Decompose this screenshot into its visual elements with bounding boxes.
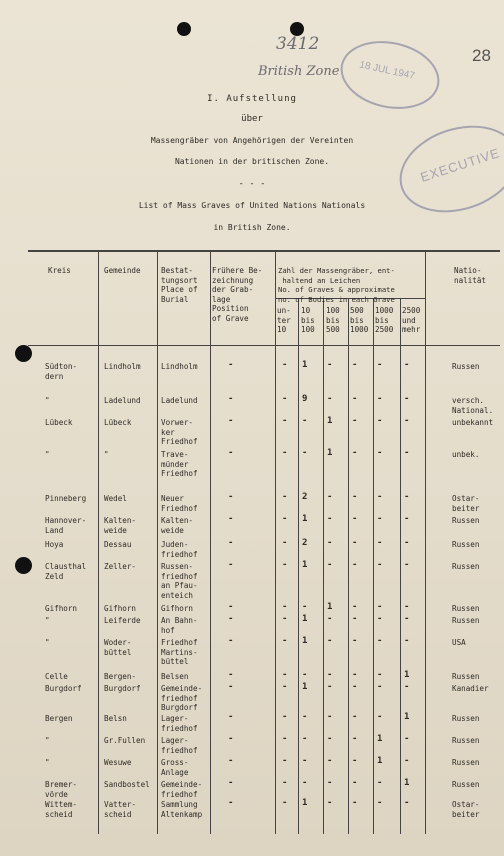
- punch-hole: [15, 345, 32, 362]
- header-col-500-1000: 500 bis 1000: [350, 306, 369, 335]
- row-kreis: Gifhorn: [45, 604, 78, 613]
- row-count: -: [327, 682, 333, 692]
- row-nationalitat: Russen: [452, 540, 480, 549]
- row-gemeinde: Woder- büttel: [104, 638, 132, 657]
- row-bestattungsort: Gifhorn: [161, 604, 194, 613]
- executive-stamp-text: EXECUTIVE: [418, 145, 502, 185]
- row-count: -: [282, 416, 288, 426]
- row-gemeinde: Wedel: [104, 494, 127, 503]
- row-bestattungsort: Ladelund: [161, 396, 198, 405]
- row-count: 1: [327, 448, 333, 458]
- row-nationalitat: Russen: [452, 604, 480, 613]
- title-line-5: List of Mass Graves of United Nations Nationals: [138, 201, 366, 210]
- row-count: -: [302, 602, 308, 612]
- row-kreis: Pinneberg: [45, 494, 87, 503]
- row-kreis: ": [45, 638, 50, 647]
- row-count: -: [352, 682, 358, 692]
- row-count: -: [352, 394, 358, 404]
- row-nationalitat: Russen: [452, 736, 480, 745]
- row-count: -: [352, 538, 358, 548]
- title-separator: - - -: [238, 179, 266, 189]
- header-col-100-500: 100 bis 500: [326, 306, 340, 335]
- row-count: -: [327, 614, 333, 624]
- row-kreis: Bremer- vörde: [45, 780, 78, 799]
- row-count: -: [352, 734, 358, 744]
- punch-hole: [177, 22, 191, 36]
- row-count: -: [327, 798, 333, 808]
- row-kreis: ": [45, 758, 50, 767]
- row-count: -: [377, 602, 383, 612]
- row-count: -: [404, 394, 410, 404]
- row-count: -: [352, 492, 358, 502]
- header-col-2500-plus: 2500 und mehr: [402, 306, 421, 335]
- row-position: -: [228, 734, 234, 744]
- row-count: 1: [377, 734, 383, 744]
- row-count: -: [327, 756, 333, 766]
- row-position: -: [228, 560, 234, 570]
- row-count: -: [327, 492, 333, 502]
- row-gemeinde: Belsn: [104, 714, 127, 723]
- row-count: -: [404, 448, 410, 458]
- row-count: -: [377, 394, 383, 404]
- header-kreis: Kreis: [48, 266, 71, 275]
- date-stamp: [334, 32, 446, 117]
- row-count: -: [327, 394, 333, 404]
- row-count: 1: [302, 614, 308, 624]
- row-kreis: ": [45, 450, 50, 459]
- row-bestattungsort: Belsen: [161, 672, 189, 681]
- row-count: 1: [302, 360, 308, 370]
- row-count: -: [404, 734, 410, 744]
- row-count: -: [352, 614, 358, 624]
- title-line-6: in British Zone.: [213, 223, 291, 232]
- row-count: 1: [327, 416, 333, 426]
- row-count: -: [352, 514, 358, 524]
- row-count: -: [404, 416, 410, 426]
- row-nationalitat: Russen: [452, 758, 480, 767]
- row-count: -: [302, 712, 308, 722]
- row-bestattungsort: Kalten- weide: [161, 516, 194, 535]
- row-count: -: [377, 448, 383, 458]
- row-count: -: [404, 614, 410, 624]
- title-line-3: Massengräber von Angehörigen der Vereinten: [150, 136, 354, 145]
- row-count: -: [377, 514, 383, 524]
- row-position: -: [228, 778, 234, 788]
- row-count: -: [327, 670, 333, 680]
- row-bestattungsort: An Bahn- hof: [161, 616, 198, 635]
- row-count: -: [404, 538, 410, 548]
- row-count: -: [282, 492, 288, 502]
- row-count: -: [377, 798, 383, 808]
- row-count: -: [282, 602, 288, 612]
- row-kreis: Hannover- Land: [45, 516, 87, 535]
- row-count: -: [352, 778, 358, 788]
- row-count: -: [352, 448, 358, 458]
- row-count: -: [282, 538, 288, 548]
- row-count: -: [352, 360, 358, 370]
- row-count: -: [352, 756, 358, 766]
- row-count: -: [377, 682, 383, 692]
- row-count: 1: [404, 670, 410, 680]
- row-nationalitat: Russen: [452, 714, 480, 723]
- date-stamp-text: 18 JUL 1947: [358, 59, 416, 83]
- row-bestattungsort: Gemeinde- friedhof: [161, 780, 203, 799]
- row-count: 1: [302, 636, 308, 646]
- row-count: 1: [404, 778, 410, 788]
- row-kreis: Hoya: [45, 540, 64, 549]
- row-position: -: [228, 614, 234, 624]
- row-nationalitat: Kanadier: [452, 684, 489, 693]
- row-position: -: [228, 360, 234, 370]
- row-gemeinde: Vatter- scheid: [104, 800, 137, 819]
- row-position: -: [228, 636, 234, 646]
- row-count: -: [282, 670, 288, 680]
- title-line-4: Nationen in der britischen Zone.: [174, 157, 330, 166]
- row-position: -: [228, 538, 234, 548]
- row-gemeinde: Leiferde: [104, 616, 141, 625]
- row-gemeinde: Lübeck: [104, 418, 132, 427]
- row-gemeinde: Sandbostel: [104, 780, 150, 789]
- header-gemeinde: Gemeinde: [104, 266, 141, 275]
- row-count: -: [377, 712, 383, 722]
- row-nationalitat: unbekannt: [452, 418, 494, 427]
- row-count: -: [302, 778, 308, 788]
- row-count: -: [327, 712, 333, 722]
- header-col-under-10: un- ter 10: [277, 306, 291, 335]
- row-count: 2: [302, 538, 308, 548]
- row-count: -: [327, 560, 333, 570]
- row-count: -: [282, 778, 288, 788]
- row-nationalitat: Russen: [452, 672, 480, 681]
- title-line-2: über: [241, 114, 263, 124]
- row-count: -: [327, 538, 333, 548]
- row-kreis: ": [45, 616, 50, 625]
- row-position: -: [228, 448, 234, 458]
- row-count: -: [302, 756, 308, 766]
- header-fruhere-bezeichnung: Frühere Be- zeichnung der Grab- lage Position of Grave: [212, 266, 263, 323]
- row-kreis: ": [45, 396, 50, 405]
- row-count: -: [327, 734, 333, 744]
- row-position: -: [228, 416, 234, 426]
- row-nationalitat: USA: [452, 638, 466, 647]
- row-count: -: [377, 636, 383, 646]
- row-count: 1: [302, 682, 308, 692]
- row-gemeinde: Dessau: [104, 540, 132, 549]
- row-count: -: [282, 636, 288, 646]
- row-kreis: Lübeck: [45, 418, 73, 427]
- row-count: -: [404, 798, 410, 808]
- row-nationalitat: unbek.: [452, 450, 480, 459]
- row-count: -: [282, 682, 288, 692]
- row-count: -: [302, 670, 308, 680]
- row-kreis: ": [45, 736, 50, 745]
- row-kreis: Burgdorf: [45, 684, 82, 693]
- row-count: -: [377, 416, 383, 426]
- row-nationalitat: Ostar- beiter: [452, 800, 480, 819]
- row-position: -: [228, 682, 234, 692]
- row-count: -: [404, 514, 410, 524]
- row-position: -: [228, 756, 234, 766]
- row-position: -: [228, 514, 234, 524]
- row-gemeinde: Bergen-: [104, 672, 137, 681]
- row-count: -: [282, 614, 288, 624]
- row-count: 1: [327, 602, 333, 612]
- row-count: -: [377, 360, 383, 370]
- row-bestattungsort: Lager- friedhof: [161, 736, 198, 755]
- punch-hole: [15, 557, 32, 574]
- row-bestattungsort: Friedhof Martins- büttel: [161, 638, 198, 667]
- row-gemeinde: Gr.Fullen: [104, 736, 146, 745]
- row-position: -: [228, 798, 234, 808]
- row-bestattungsort: Lindholm: [161, 362, 198, 371]
- header-bestattungsort: Bestat- tungsort Place of Burial: [161, 266, 198, 304]
- row-gemeinde: ": [104, 450, 109, 459]
- row-bestattungsort: Lager- friedhof: [161, 714, 198, 733]
- row-position: -: [228, 670, 234, 680]
- row-nationalitat: Russen: [452, 516, 480, 525]
- row-kreis: Bergen: [45, 714, 73, 723]
- row-bestattungsort: Neuer Friedhof: [161, 494, 198, 513]
- row-bestattungsort: Sammlung Altenkamp: [161, 800, 203, 819]
- title-line-1: I. Aufstellung: [207, 94, 297, 104]
- header-zahl: Zahl der Massengräber, ent- haltend an Leichen No. of Graves & approximate no. of Bodies in each Grave: [278, 266, 395, 304]
- row-count: -: [352, 712, 358, 722]
- row-position: -: [228, 492, 234, 502]
- row-count: -: [404, 602, 410, 612]
- row-count: -: [282, 756, 288, 766]
- row-count: -: [377, 560, 383, 570]
- row-count: -: [282, 394, 288, 404]
- row-bestattungsort: Gemeinde- friedhof Burgdorf: [161, 684, 203, 713]
- row-kreis: Wittem- scheid: [45, 800, 78, 819]
- row-count: -: [282, 560, 288, 570]
- row-gemeinde: Wesuwe: [104, 758, 132, 767]
- row-count: -: [352, 798, 358, 808]
- pencil-number: 3412: [276, 34, 320, 54]
- row-position: -: [228, 712, 234, 722]
- row-bestattungsort: Vorwer- ker Friedhof: [161, 418, 198, 447]
- header-nationalitat: Natio- nalität: [454, 266, 487, 285]
- row-count: -: [282, 514, 288, 524]
- row-count: -: [352, 670, 358, 680]
- row-kreis: Celle: [45, 672, 68, 681]
- pencil-note: British Zone: [258, 64, 340, 79]
- header-col-1000-2500: 1000 bis 2500: [375, 306, 394, 335]
- row-count: 1: [302, 798, 308, 808]
- row-count: -: [302, 416, 308, 426]
- row-count: -: [327, 778, 333, 788]
- row-gemeinde: Zeller-: [104, 562, 137, 571]
- row-count: -: [302, 734, 308, 744]
- row-position: -: [228, 394, 234, 404]
- row-gemeinde: Kalten- weide: [104, 516, 137, 535]
- row-gemeinde: Burgdorf: [104, 684, 141, 693]
- row-count: -: [377, 492, 383, 502]
- row-count: 1: [302, 560, 308, 570]
- row-gemeinde: Ladelund: [104, 396, 141, 405]
- row-count: -: [282, 798, 288, 808]
- row-kreis: Südton- dern: [45, 362, 78, 381]
- row-gemeinde: Lindholm: [104, 362, 141, 371]
- row-count: -: [377, 538, 383, 548]
- row-count: -: [352, 560, 358, 570]
- row-count: -: [404, 492, 410, 502]
- row-bestattungsort: Russen- friedhof an Pfau- enteich: [161, 562, 198, 600]
- row-bestattungsort: Trave- münder Friedhof: [161, 450, 198, 479]
- row-bestattungsort: Gross- Anlage: [161, 758, 189, 777]
- row-count: -: [377, 778, 383, 788]
- row-count: 9: [302, 394, 308, 404]
- row-count: -: [352, 602, 358, 612]
- row-count: -: [404, 682, 410, 692]
- row-nationalitat: versch. National.: [452, 396, 494, 415]
- row-count: 1: [302, 514, 308, 524]
- row-bestattungsort: Juden- friedhof: [161, 540, 198, 559]
- row-count: -: [377, 614, 383, 624]
- row-nationalitat: Russen: [452, 780, 480, 789]
- row-nationalitat: Ostar- beiter: [452, 494, 480, 513]
- row-count: -: [282, 448, 288, 458]
- row-count: -: [327, 514, 333, 524]
- row-count: -: [352, 636, 358, 646]
- row-nationalitat: Russen: [452, 562, 480, 571]
- row-count: -: [352, 416, 358, 426]
- row-count: -: [404, 560, 410, 570]
- row-count: -: [404, 756, 410, 766]
- row-count: -: [377, 670, 383, 680]
- row-count: -: [282, 712, 288, 722]
- row-count: 1: [404, 712, 410, 722]
- row-count: 2: [302, 492, 308, 502]
- row-gemeinde: Gifhorn: [104, 604, 137, 613]
- row-count: -: [327, 360, 333, 370]
- row-nationalitat: Russen: [452, 362, 480, 371]
- page-number: 28: [472, 46, 491, 65]
- row-count: -: [302, 448, 308, 458]
- row-kreis: Clausthal Zeld: [45, 562, 87, 581]
- row-nationalitat: Russen: [452, 616, 480, 625]
- row-count: -: [404, 360, 410, 370]
- row-count: -: [282, 360, 288, 370]
- row-position: -: [228, 602, 234, 612]
- row-count: -: [282, 734, 288, 744]
- row-count: 1: [377, 756, 383, 766]
- row-count: -: [327, 636, 333, 646]
- row-count: -: [404, 636, 410, 646]
- header-col-10-100: 10 bis 100: [301, 306, 315, 335]
